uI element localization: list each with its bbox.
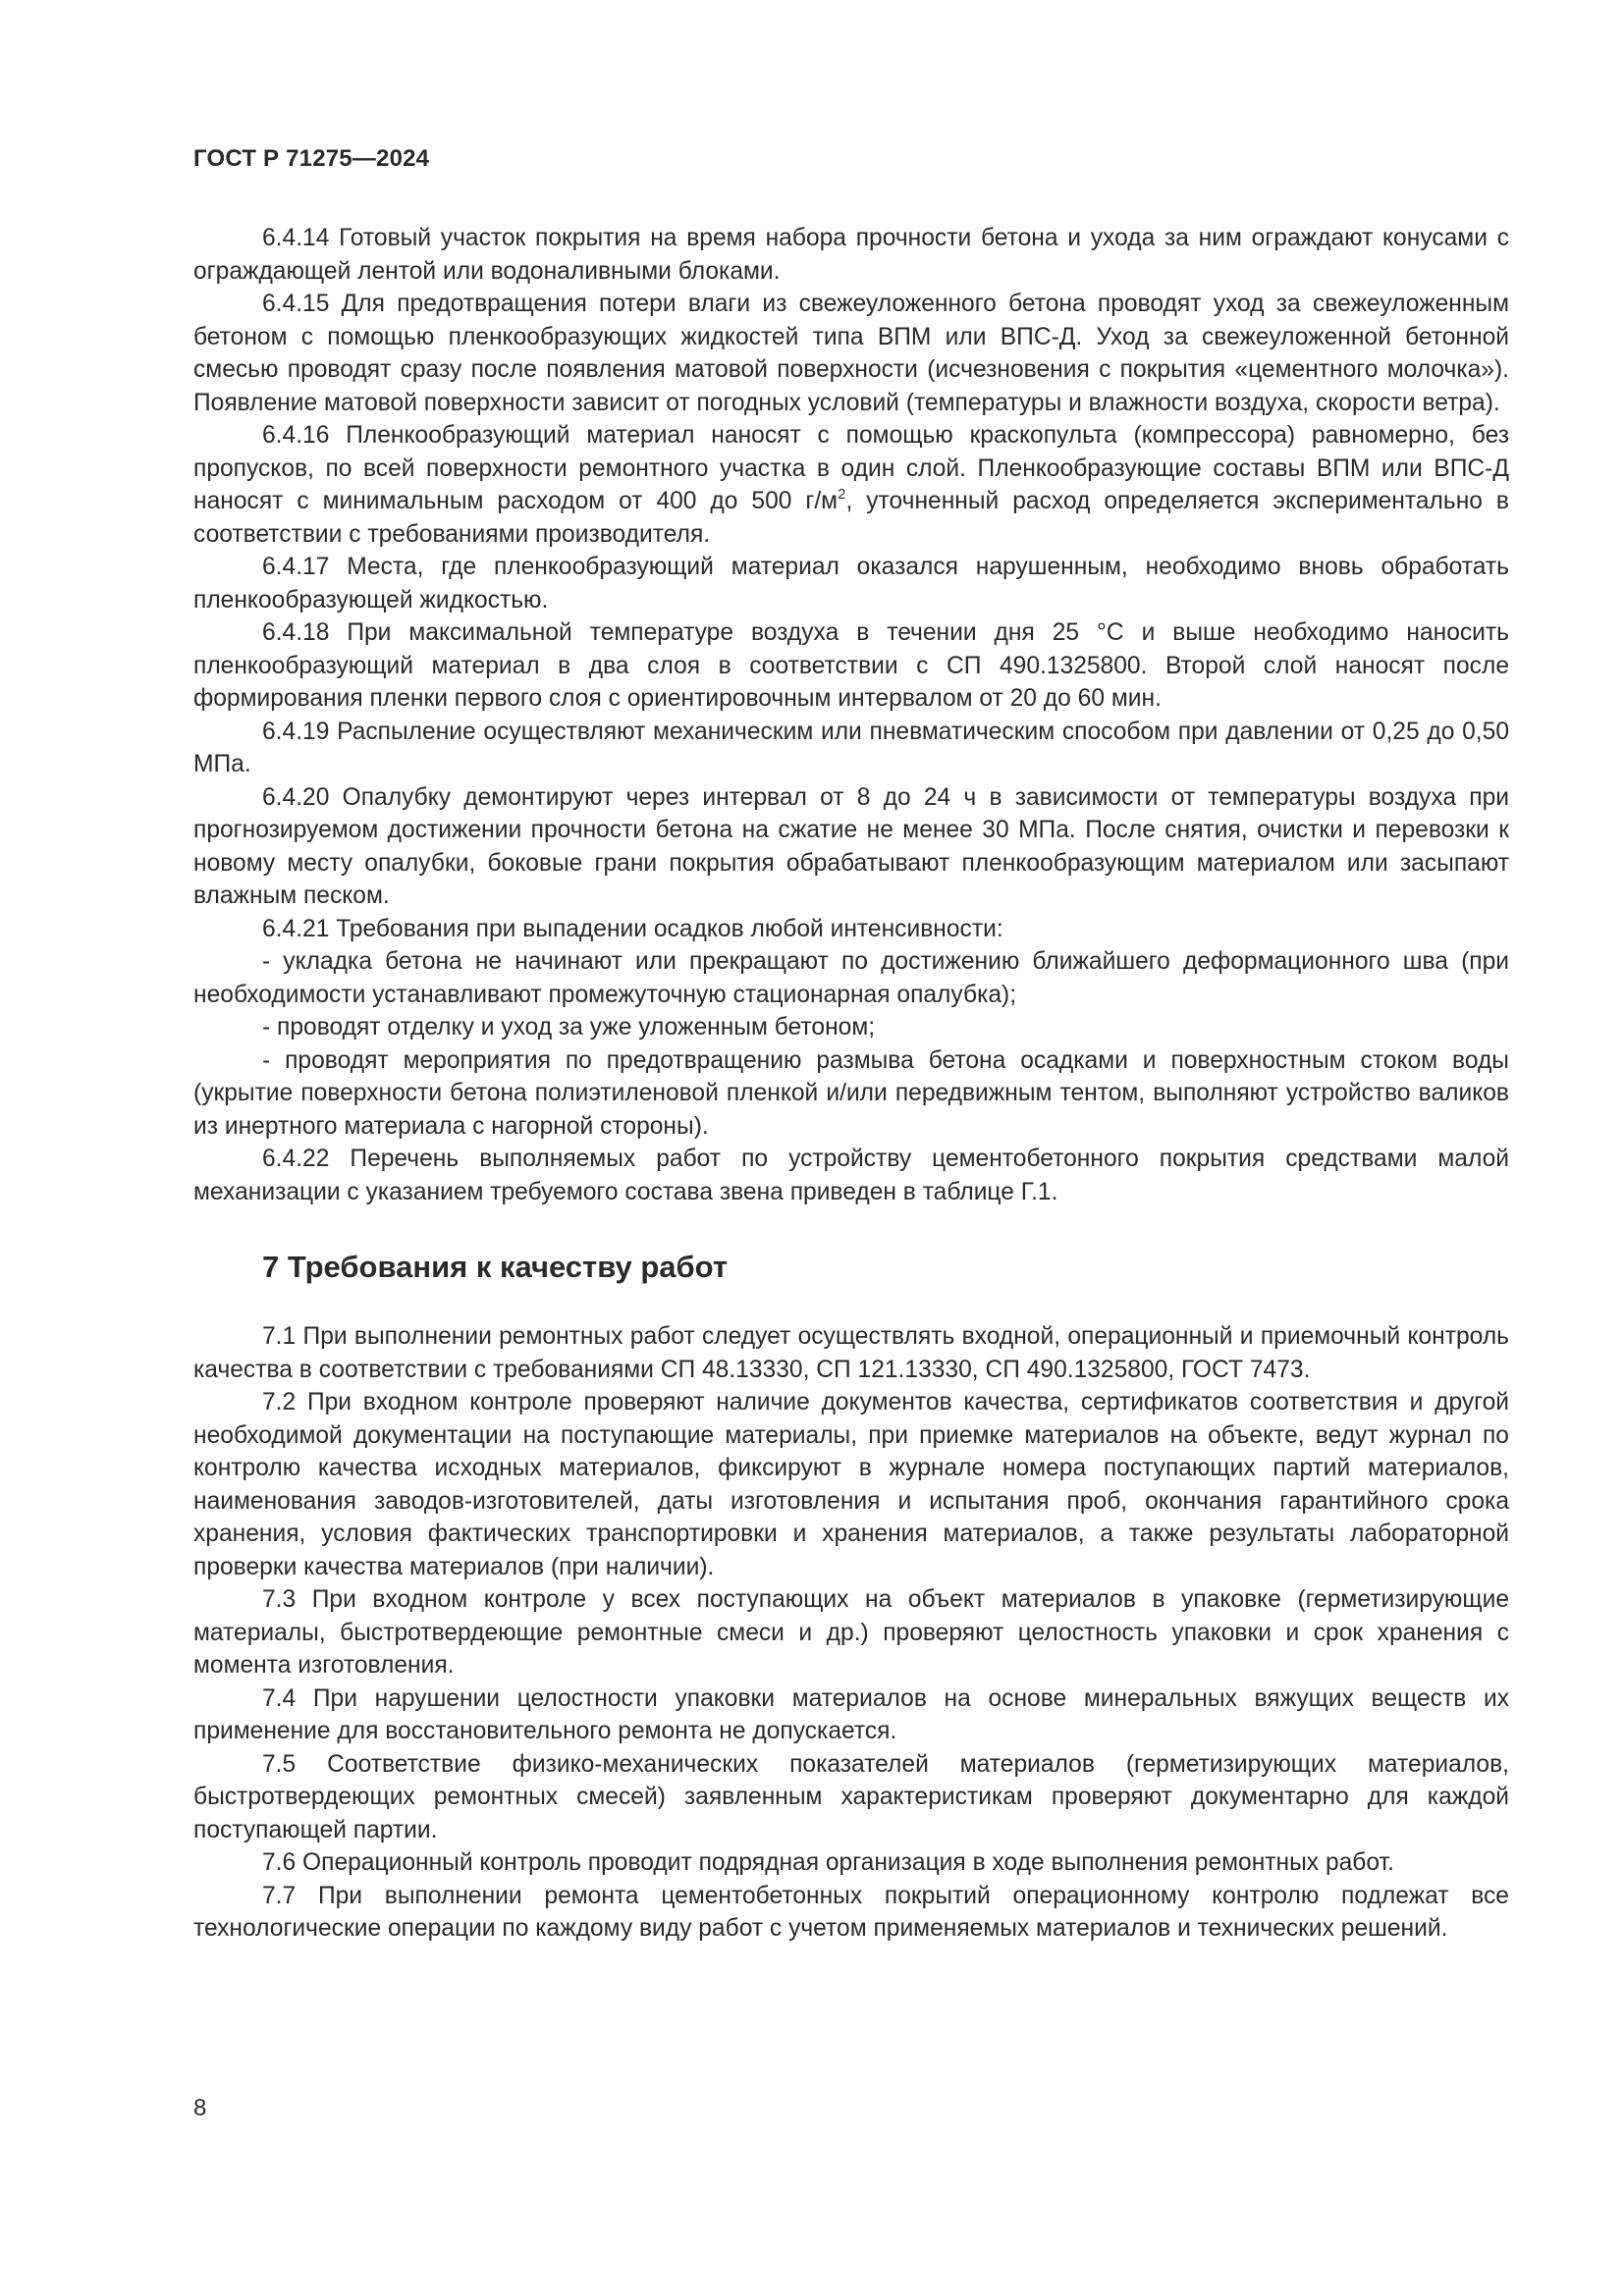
paragraph-6-4-16-text: 6.4.16 Пленкообразующий материал наносят с помощью краскопульта (компрессора) равномерно, без пропусков, по всей поверхности ремонтного участка в один слой. Пленкообразующие составы ВПМ или ВПС-Д наносят с минимальным расходом от 400 до 500 г/м [193, 422, 1509, 514]
superscript: 2 [838, 486, 846, 503]
paragraph-6-4-18: 6.4.18 При максимальной температуре воздуха в течении дня 25 °С и выше необходимо наносить пленкообразующий материал в два слоя в соответствии с СП 490.1325800. Второй слой наносят после формирования пленки первого слоя с ориентировочным интервалом от 20 до 60 мин. [193, 619, 1509, 712]
paragraph-7-3: 7.3 При входном контроле у всех поступающих на объект материалов в упаковке (герметизирующие материалы, быстротвердеющие ремонтные смеси и др.) проверяют целостность упаковки и срок хранения с момента изготовления. [193, 1586, 1509, 1679]
list-item: - проводят мероприятия по предотвращению размыва бетона осадками и поверхностным стоком воды (укрытие поверхности бетона полиэтиленовой пленкой и/или передвижным тентом, выполняют устройство валиков из инертного материала с нагорной стороны). [193, 1046, 1509, 1140]
paragraph-7-5: 7.5 Соответствие физико-механических показателей материалов (герметизирующих материалов, быстротвердеющих ремонтных смесей) заявленным характеристикам проверяют документарно для каждой поступающей партии. [193, 1750, 1509, 1843]
paragraph-7-4: 7.4 При нарушении целостности упаковки материалов на основе минеральных вяжущих веществ их применение для восстановительного ремонта не допускается. [193, 1684, 1509, 1744]
paragraph-6-4-20: 6.4.20 Опалубку демонтируют через интервал от 8 до 24 ч в зависимости от температуры воздуха при прогнозируемом достижении прочности бетона на сжатие не менее 30 МПа. После снятия, очистки и перевозки к новому месту опалубки, боковые грани покрытия обрабатывают пленкообразующим материалом или засыпают влажным песком. [193, 783, 1509, 909]
paragraph-6-4-19: 6.4.19 Распыление осуществляют механическим или пневматическим способом при давлении от 0,25 до 0,50 МПа. [193, 718, 1509, 777]
document-body [193, 222, 1509, 1946]
paragraph-6-4-21: 6.4.21 Требования при выпадении осадков любой интенсивности: [262, 915, 1003, 942]
list-item: - укладка бетона не начинают или прекращают по достижению ближайшего деформационного шва (при необходимости устанавливают промежуточную стационарная опалубка); [193, 948, 1509, 1008]
paragraph-6-4-15: 6.4.15 Для предотвращения потери влаги из свежеуложенного бетона проводят уход за свежеуложенным бетоном с помощью пленкообразующих жидкостей типа ВПМ или ВПС-Д. Уход за свежеуложенной бетонной смесью проводят сразу после появления матовой поверхности (исчезновения с покрытия «цементного молочка»). Появление матовой поверхности зависит от погодных условий (температуры и влажности воздуха, скорости ветра). [193, 291, 1509, 416]
paragraph-6-4-17: 6.4.17 Места, где пленкообразующий материал оказался нарушенным, необходимо вновь обработать пленкообразующей жидкостью. [193, 554, 1509, 614]
paragraph-7-2: 7.2 При входном контроле проверяют наличие документов качества, сертификатов соответствия и другой необходимой документации на поступающие материалы, при приемке материалов на объекте, ведут журнал по контролю качества исходных материалов, фиксируют в журнале номера поступающих партий материалов, наименования заводов-изготовителей, даты изготовления и испытания проб, окончания гарантийного срока хранения, условия фактических транспортировки и хранения материалов, а также результаты лабораторной проверки качества материалов (при наличии). [193, 1389, 1509, 1580]
document-header: ГОСТ Р 71275—2024 [193, 145, 430, 172]
paragraph-7-7: 7.7 При выполнении ремонта цементобетонных покрытий операционному контролю подлежат все технологические операции по каждому виду работ с учетом применяемых материалов и технических решений. [193, 1882, 1509, 1942]
paragraph-7-1: 7.1 При выполнении ремонтных работ следует осуществлять входной, операционный и приемочный контроль качества в соответствии с требованиями СП 48.13330, СП 121.13330, СП 490.1325800, ГОСТ 7473. [193, 1323, 1509, 1383]
paragraph-6-4-22: 6.4.22 Перечень выполняемых работ по устройству цементобетонного покрытия средствами малой механизации с указанием требуемого состава звена приведен в таблице Г.1. [193, 1146, 1509, 1205]
paragraph-6-4-16 [193, 419, 1509, 551]
document-page [193, 0, 1509, 2296]
section-title: 7 Требования к качеству работ [262, 1250, 729, 1284]
page-number: 8 [193, 2095, 207, 2121]
paragraph-6-4-14: 6.4.14 Готовый участок покрытия на время набора прочности бетона и ухода за ним ограждают конусами с ограждающей лентой или водоналивными блоками. [193, 225, 1509, 285]
paragraph-6-4-16-text-end: , уточненный расход определяется экспериментально в соответствии с требованиями производителя. [193, 488, 1509, 548]
list-item: - проводят отделку и уход за уже уложенным бетоном; [262, 1014, 876, 1041]
paragraph-7-6: 7.6 Операционный контроль проводит подрядная организация в ходе выполнения ремонтных работ. [262, 1849, 1394, 1876]
